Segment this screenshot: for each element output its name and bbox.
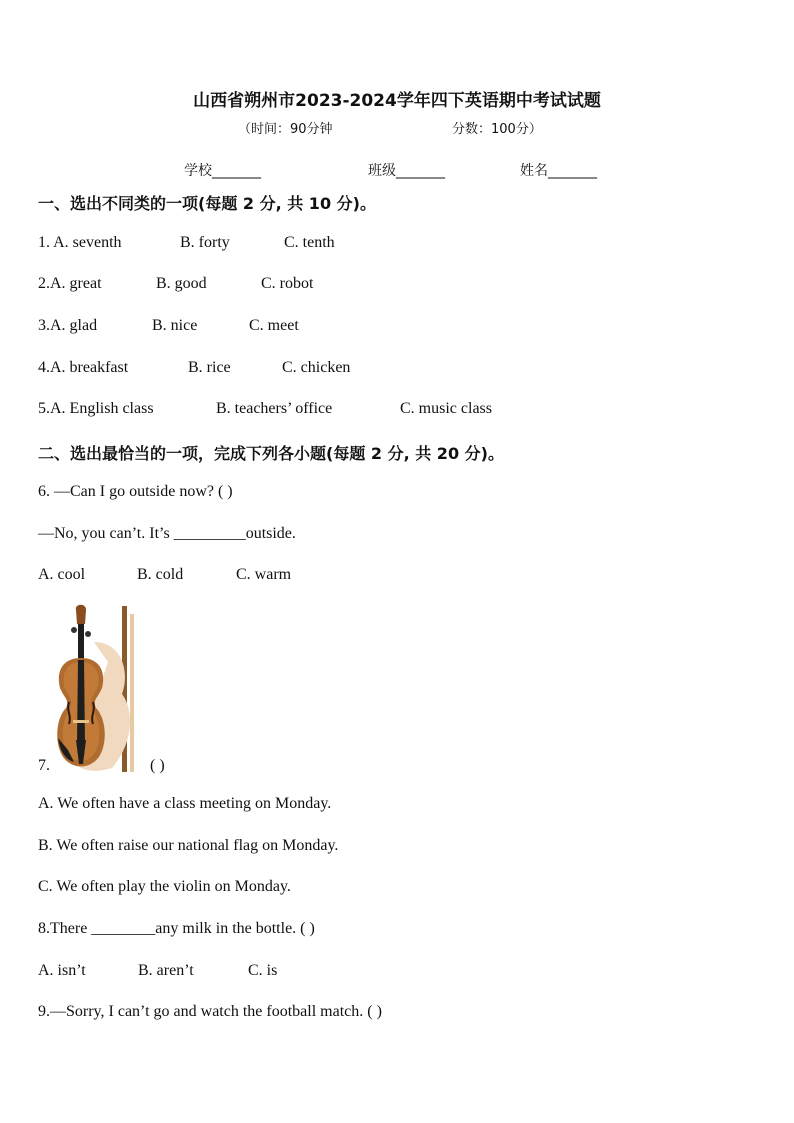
q6-option-b: B. cold	[137, 566, 184, 583]
q2-option-c: C. robot	[261, 275, 314, 292]
name-field: 姓名_______	[520, 163, 597, 179]
class-field: 班级_______	[368, 163, 445, 179]
section-2-heading: 二、选出最恰当的一项，完成下列各小题(每题 2 分, 共 20 分)。	[38, 444, 504, 463]
q4-option-b: B. rice	[188, 359, 231, 376]
q3-option-a: 3.A. glad	[38, 317, 98, 334]
q6-option-a: A. cool	[38, 566, 86, 583]
q5-option-a: 5.A. English class	[38, 400, 154, 417]
q8-question: 8.There ________any milk in the bottle. ( )	[38, 920, 315, 937]
q8-option-c: C. is	[248, 962, 278, 979]
exam-score: 分数：100分）	[452, 122, 542, 137]
q5-option-b: B. teachers’ office	[216, 400, 333, 417]
q5-option-c: C. music class	[400, 400, 492, 417]
school-field: 学校_______	[184, 163, 261, 179]
q1-option-c: C. tenth	[284, 234, 335, 251]
q7-option-b: B. We often raise our national flag on Monday.	[38, 837, 339, 854]
q8-option-b: B. aren’t	[138, 962, 194, 979]
q9-question: 9.—Sorry, I can’t go and watch the football match. ( )	[38, 1003, 382, 1020]
q7-number: 7.	[38, 757, 50, 774]
q3-option-b: B. nice	[152, 317, 198, 334]
q7-option-c: C. We often play the violin on Monday.	[38, 878, 291, 895]
q2-option-a: 2.A. great	[38, 275, 102, 292]
q7-answer-paren: ( )	[150, 757, 165, 774]
q1-option-b: B. forty	[180, 234, 230, 251]
exam-time: （时间：90分钟	[238, 122, 333, 137]
q6-option-c: C. warm	[236, 566, 292, 583]
q4-option-c: C. chicken	[282, 359, 351, 376]
q7-option-a: A. We often have a class meeting on Monday.	[38, 795, 332, 812]
q4-option-a: 4.A. breakfast	[38, 359, 129, 376]
page-title: 山西省朔州市2023-2024学年四下英语期中考试试题	[193, 91, 601, 111]
q2-option-b: B. good	[156, 275, 207, 292]
q3-option-c: C. meet	[249, 317, 299, 334]
violin-icon	[52, 602, 144, 774]
q1-option-a: 1. A. seventh	[38, 234, 122, 251]
q6-answer-line: —No, you can’t. It’s _________outside.	[38, 525, 296, 542]
section-1-heading: 一、选出不同类的一项(每题 2 分, 共 10 分)。	[38, 194, 376, 213]
q8-option-a: A. isn’t	[38, 962, 86, 979]
q6-question: 6. —Can I go outside now? ( )	[38, 483, 233, 500]
